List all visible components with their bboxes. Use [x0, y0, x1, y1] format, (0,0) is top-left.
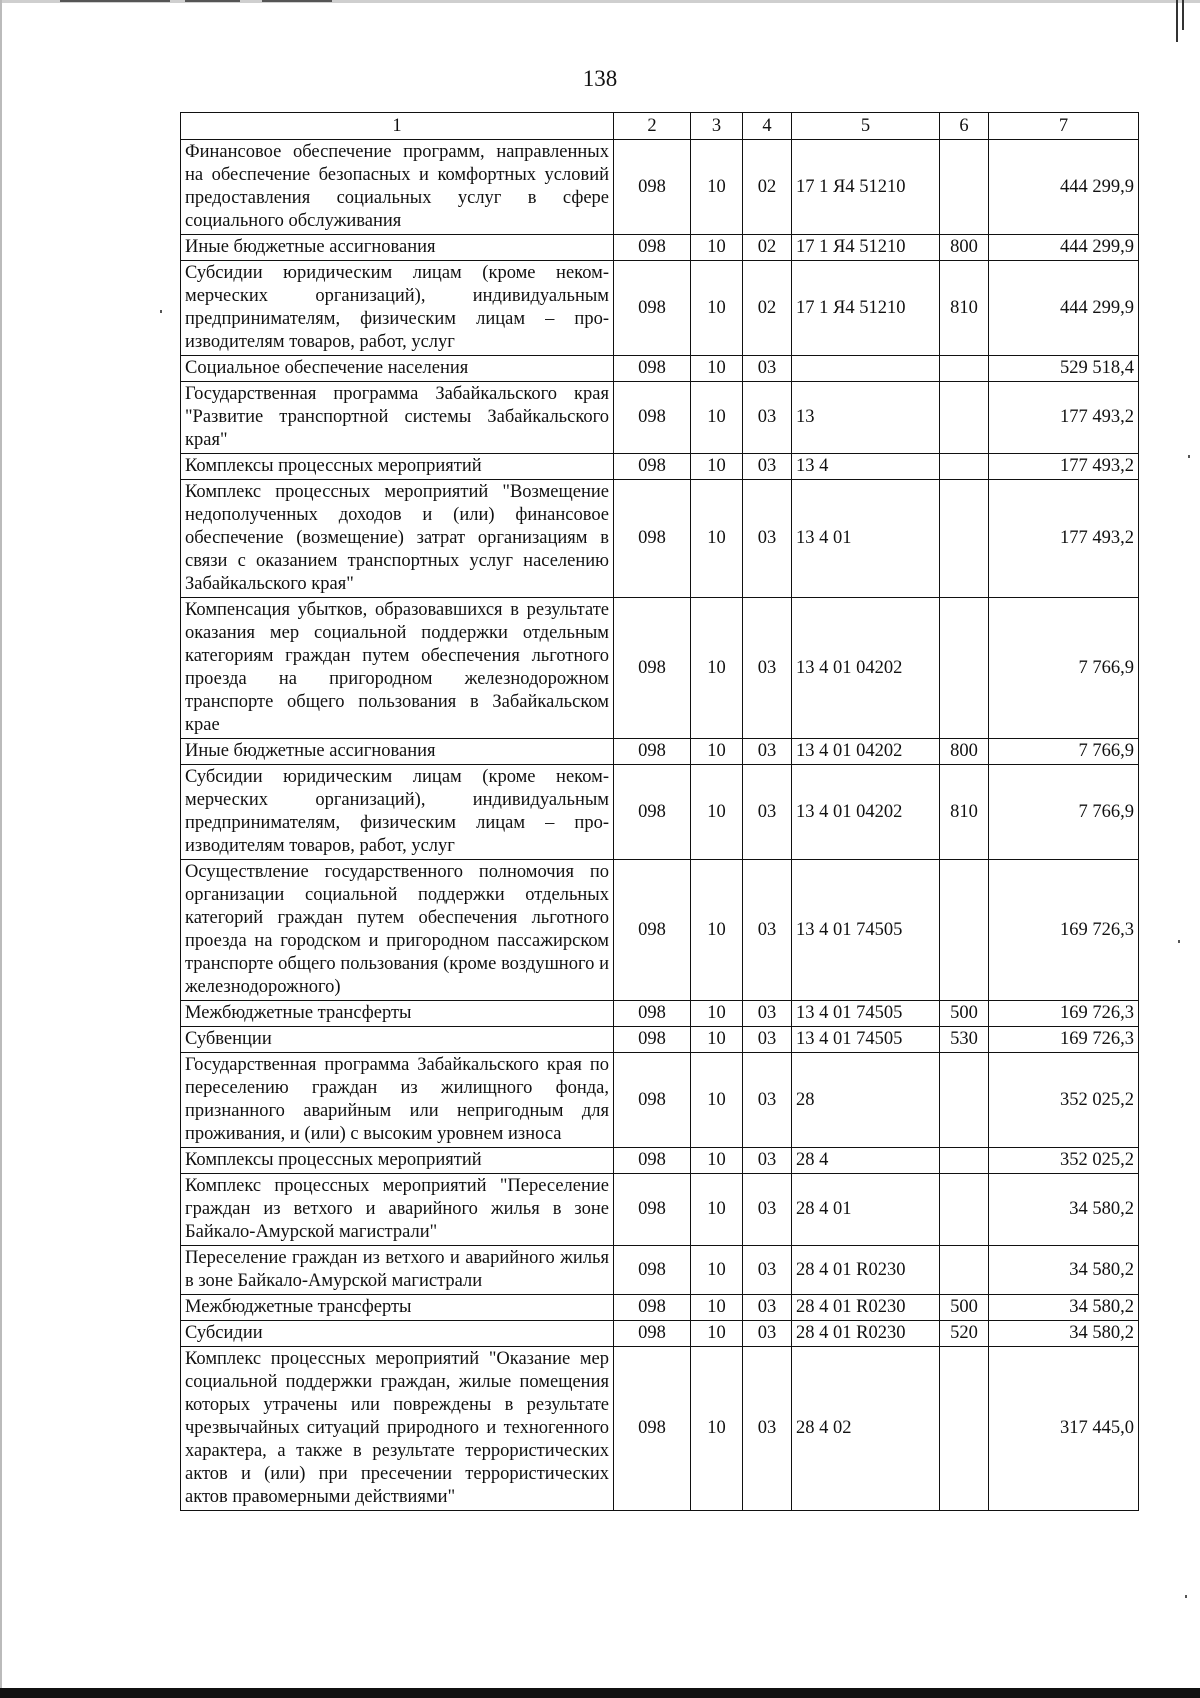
amount-cell: 7 766,9 [989, 598, 1139, 739]
table-row [181, 1321, 1139, 1347]
row-name-cell: Субсидии юридическим лицам (кроме некоммерческих организаций), индивидуальным предпринимателям, физическим лицам – производителям товаров, работ, услуг [181, 261, 614, 356]
amount-cell: 352 025,2 [989, 1053, 1139, 1148]
target-article-cell: 17 1 Я4 51210 [792, 140, 940, 235]
expense-type-cell [940, 1246, 989, 1295]
target-article-cell: 28 4 01 R0230 [792, 1246, 940, 1295]
row-name-cell: Комплекс процессных мероприятий "Возмещение недополученных доходов и (или) финансовое обеспечение (возмещение) затрат организациям в связи с оказанием транспортных услуг населению Забайкальского края" [181, 480, 614, 598]
table-row [181, 1027, 1139, 1053]
section-cell: 10 [691, 1148, 743, 1174]
table-row [181, 235, 1139, 261]
scan-artifact [1182, 0, 1184, 30]
admin-code-cell: 098 [614, 1347, 691, 1511]
expense-type-cell: 500 [940, 1001, 989, 1027]
subsection-cell: 03 [743, 454, 792, 480]
table-row [181, 765, 1139, 860]
section-cell: 10 [691, 765, 743, 860]
row-name-cell: Социальное обеспечение населения [181, 356, 614, 382]
expense-type-cell: 530 [940, 1027, 989, 1053]
section-cell: 10 [691, 140, 743, 235]
section-cell: 10 [691, 1053, 743, 1148]
scan-artifact [1176, 0, 1178, 42]
subsection-cell: 02 [743, 235, 792, 261]
expense-type-cell: 800 [940, 235, 989, 261]
row-name-cell: Государственная программа Забайкальского края по переселению граждан из жилищного фонда, признанного аварийным или непригодным для проживания, и (или) с высоким уровнем износа [181, 1053, 614, 1148]
target-article-cell: 28 [792, 1053, 940, 1148]
expense-type-cell [940, 140, 989, 235]
column-header: 4 [743, 113, 792, 140]
expense-type-cell [940, 860, 989, 1001]
row-name-cell: Финансовое обеспечение программ, направленных на обеспечение безопасных и комфортных условий предоставления социальных услуг в сфере социального обслуживания [181, 140, 614, 235]
expense-type-cell [940, 356, 989, 382]
column-header: 7 [989, 113, 1139, 140]
row-name-cell: Комплекс процессных мероприятий "Переселение граждан из ветхого и аварийного жилья в зоне Байкало-Амурской магистрали" [181, 1174, 614, 1246]
section-cell: 10 [691, 1295, 743, 1321]
admin-code-cell: 098 [614, 765, 691, 860]
amount-cell: 352 025,2 [989, 1148, 1139, 1174]
target-article-cell: 13 4 01 74505 [792, 1027, 940, 1053]
expense-type-cell [940, 1174, 989, 1246]
target-article-cell: 28 4 01 [792, 1174, 940, 1246]
subsection-cell: 03 [743, 860, 792, 1001]
admin-code-cell: 098 [614, 1053, 691, 1148]
admin-code-cell: 098 [614, 382, 691, 454]
table-row [181, 598, 1139, 739]
amount-cell: 529 518,4 [989, 356, 1139, 382]
target-article-cell: 13 [792, 382, 940, 454]
row-name-cell: Субвенции [181, 1027, 614, 1053]
target-article-cell: 13 4 01 04202 [792, 765, 940, 860]
expense-type-cell: 500 [940, 1295, 989, 1321]
subsection-cell: 03 [743, 1174, 792, 1246]
admin-code-cell: 098 [614, 140, 691, 235]
target-article-cell: 17 1 Я4 51210 [792, 235, 940, 261]
scan-artifact [185, 0, 240, 2]
subsection-cell: 03 [743, 1148, 792, 1174]
table-row [181, 261, 1139, 356]
table-row [181, 1347, 1139, 1511]
table-row [181, 1246, 1139, 1295]
column-header: 2 [614, 113, 691, 140]
header-row [181, 113, 1139, 140]
target-article-cell: 28 4 01 R0230 [792, 1295, 940, 1321]
row-name-cell: Государственная программа Забайкальского края "Развитие транспортной системы Забайкальского края" [181, 382, 614, 454]
row-name-cell: Компенсация убытков, образовавшихся в результате оказания мер социальной поддержки отдельным категориям граждан путем обеспечения льготного проезда на пригородном железнодорожном транспорте общего пользования в Забайкальском крае [181, 598, 614, 739]
column-header: 3 [691, 113, 743, 140]
table-row [181, 1053, 1139, 1148]
scan-speck [1178, 940, 1180, 943]
subsection-cell: 03 [743, 356, 792, 382]
table-row [181, 1148, 1139, 1174]
target-article-cell: 13 4 01 74505 [792, 860, 940, 1001]
admin-code-cell: 098 [614, 739, 691, 765]
section-cell: 10 [691, 454, 743, 480]
amount-cell: 177 493,2 [989, 480, 1139, 598]
target-article-cell: 13 4 01 [792, 480, 940, 598]
section-cell: 10 [691, 739, 743, 765]
scan-edge-bottom [0, 1688, 1200, 1698]
admin-code-cell: 098 [614, 1246, 691, 1295]
amount-cell: 177 493,2 [989, 382, 1139, 454]
budget-table [180, 112, 1139, 1511]
admin-code-cell: 098 [614, 454, 691, 480]
admin-code-cell: 098 [614, 1174, 691, 1246]
admin-code-cell: 098 [614, 480, 691, 598]
page-number: 138 [582, 66, 618, 91]
table-row [181, 480, 1139, 598]
table-row [181, 1174, 1139, 1246]
expense-type-cell: 520 [940, 1321, 989, 1347]
section-cell: 10 [691, 1347, 743, 1511]
amount-cell: 169 726,3 [989, 860, 1139, 1001]
scan-speck [1188, 455, 1190, 458]
admin-code-cell: 098 [614, 235, 691, 261]
section-cell: 10 [691, 1246, 743, 1295]
section-cell: 10 [691, 1027, 743, 1053]
subsection-cell: 03 [743, 1295, 792, 1321]
row-name-cell: Субсидии [181, 1321, 614, 1347]
subsection-cell: 03 [743, 739, 792, 765]
row-name-cell: Осуществление государственного полномочия по организации социальной поддержки отдельных категорий граждан путем обеспечения льготного проезда на городском и пригородном пассажирском транспорте общего пользования (кроме воздушного и железнодорожного) [181, 860, 614, 1001]
subsection-cell: 03 [743, 598, 792, 739]
scan-edge-left [0, 0, 2, 1698]
amount-cell: 34 580,2 [989, 1174, 1139, 1246]
admin-code-cell: 098 [614, 1027, 691, 1053]
admin-code-cell: 098 [614, 1295, 691, 1321]
table-row [181, 382, 1139, 454]
section-cell: 10 [691, 1321, 743, 1347]
amount-cell: 169 726,3 [989, 1027, 1139, 1053]
expense-type-cell: 800 [940, 739, 989, 765]
row-name-cell: Иные бюджетные ассигнования [181, 235, 614, 261]
section-cell: 10 [691, 598, 743, 739]
target-article-cell: 13 4 01 04202 [792, 598, 940, 739]
target-article-cell: 28 4 [792, 1148, 940, 1174]
table-row [181, 356, 1139, 382]
scan-speck [1185, 1595, 1187, 1598]
section-cell: 10 [691, 860, 743, 1001]
expense-type-cell [940, 382, 989, 454]
amount-cell: 177 493,2 [989, 454, 1139, 480]
amount-cell: 34 580,2 [989, 1246, 1139, 1295]
row-name-cell: Иные бюджетные ассигнования [181, 739, 614, 765]
amount-cell: 34 580,2 [989, 1321, 1139, 1347]
expense-type-cell [940, 1347, 989, 1511]
section-cell: 10 [691, 1001, 743, 1027]
expense-type-cell [940, 598, 989, 739]
section-cell: 10 [691, 235, 743, 261]
target-article-cell: 28 4 02 [792, 1347, 940, 1511]
amount-cell: 444 299,9 [989, 261, 1139, 356]
subsection-cell: 03 [743, 1246, 792, 1295]
subsection-cell: 03 [743, 765, 792, 860]
subsection-cell: 03 [743, 480, 792, 598]
row-name-cell: Межбюджетные трансферты [181, 1001, 614, 1027]
expense-type-cell [940, 1053, 989, 1148]
expense-type-cell: 810 [940, 765, 989, 860]
subsection-cell: 03 [743, 1321, 792, 1347]
amount-cell: 444 299,9 [989, 235, 1139, 261]
section-cell: 10 [691, 261, 743, 356]
target-article-cell: 28 4 01 R0230 [792, 1321, 940, 1347]
scan-edge-top [0, 0, 1200, 3]
subsection-cell: 02 [743, 261, 792, 356]
admin-code-cell: 098 [614, 1001, 691, 1027]
row-name-cell: Комплексы процессных мероприятий [181, 454, 614, 480]
target-article-cell: 13 4 [792, 454, 940, 480]
section-cell: 10 [691, 356, 743, 382]
row-name-cell: Переселение граждан из ветхого и аварийного жилья в зоне Байкало-Амурской магистрали [181, 1246, 614, 1295]
row-name-cell: Субсидии юридическим лицам (кроме некоммерческих организаций), индивидуальным предпринимателям, физическим лицам – производителям товаров, работ, услуг [181, 765, 614, 860]
admin-code-cell: 098 [614, 1148, 691, 1174]
amount-cell: 444 299,9 [989, 140, 1139, 235]
expense-type-cell [940, 454, 989, 480]
subsection-cell: 03 [743, 382, 792, 454]
amount-cell: 34 580,2 [989, 1295, 1139, 1321]
target-article-cell: 13 4 01 04202 [792, 739, 940, 765]
table-row [181, 140, 1139, 235]
row-name-cell: Комплексы процессных мероприятий [181, 1148, 614, 1174]
amount-cell: 169 726,3 [989, 1001, 1139, 1027]
row-name-cell: Межбюджетные трансферты [181, 1295, 614, 1321]
column-header: 1 [181, 113, 614, 140]
expense-type-cell [940, 480, 989, 598]
column-header: 6 [940, 113, 989, 140]
admin-code-cell: 098 [614, 598, 691, 739]
row-name-cell: Комплекс процессных мероприятий "Оказание мер социальной поддержки граждан, жилые помещения которых утрачены или повреждены в результате чрезвычайных ситуаций природного и техногенного характера, а также в результате террористических актов и (или) при пресечении террористических актов правомерными действиями" [181, 1347, 614, 1511]
table-row [181, 860, 1139, 1001]
scan-artifact [262, 0, 332, 2]
amount-cell: 317 445,0 [989, 1347, 1139, 1511]
table-row [181, 454, 1139, 480]
section-cell: 10 [691, 382, 743, 454]
admin-code-cell: 098 [614, 261, 691, 356]
admin-code-cell: 098 [614, 1321, 691, 1347]
subsection-cell: 02 [743, 140, 792, 235]
section-cell: 10 [691, 480, 743, 598]
expense-type-cell: 810 [940, 261, 989, 356]
target-article-cell: 17 1 Я4 51210 [792, 261, 940, 356]
table-row [181, 1001, 1139, 1027]
target-article-cell: 13 4 01 74505 [792, 1001, 940, 1027]
admin-code-cell: 098 [614, 356, 691, 382]
amount-cell: 7 766,9 [989, 765, 1139, 860]
target-article-cell [792, 356, 940, 382]
expense-type-cell [940, 1148, 989, 1174]
scan-artifact [60, 0, 170, 2]
table-row [181, 739, 1139, 765]
table-row [181, 1295, 1139, 1321]
subsection-cell: 03 [743, 1347, 792, 1511]
scan-speck [160, 310, 162, 313]
subsection-cell: 03 [743, 1001, 792, 1027]
amount-cell: 7 766,9 [989, 739, 1139, 765]
column-header: 5 [792, 113, 940, 140]
subsection-cell: 03 [743, 1027, 792, 1053]
section-cell: 10 [691, 1174, 743, 1246]
admin-code-cell: 098 [614, 860, 691, 1001]
subsection-cell: 03 [743, 1053, 792, 1148]
